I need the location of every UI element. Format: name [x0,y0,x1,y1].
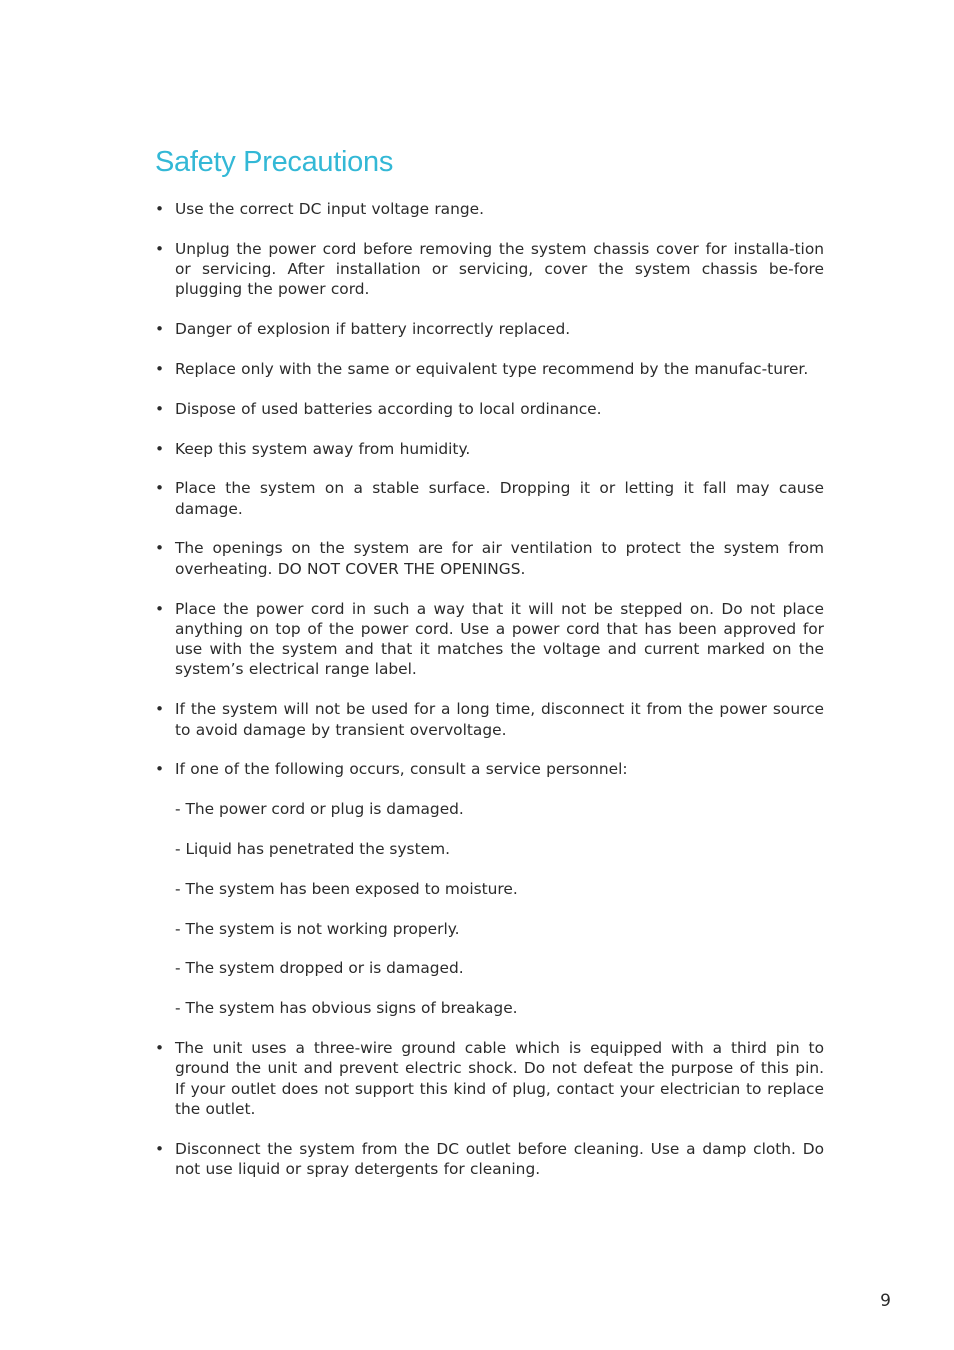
bullet-icon: • [155,239,165,258]
bullet-icon: • [155,1139,165,1158]
list-item [155,399,824,419]
sub-list-item: - Liquid has penetrated the system. [175,839,450,858]
bullet-icon: • [155,539,165,558]
list-item-text: The unit uses a three-wire ground cable which is equipped with a third pin to ground the unit and prevent electric shock. Do not defeat the purpose of this pin. If your outlet does not support this kind of plug, contact your electrician to replace the outlet. [175,1038,824,1118]
list-item [155,538,824,579]
bullet-icon: • [155,439,165,458]
page-title: Safety Precautions [155,146,394,178]
bullet-icon: • [155,760,165,779]
list-item [155,759,824,779]
list-item-text: Place the power cord in such a way that it will not be stepped on. Do not place anything on top of the power cord. Use a power cord that has been approved for use with the system and that it matches the voltage and current marked on the system’s electrical range label. [175,599,824,679]
list-item-text: Dispose of used batteries according to local ordinance. [175,399,602,418]
list-item [155,478,824,519]
list-item [155,1139,824,1180]
sub-list-item: - The system has obvious signs of breakage. [175,999,518,1018]
bullet-icon: • [155,320,165,339]
bullet-icon: • [155,359,165,378]
safety-list [155,199,824,1199]
list-item [155,359,824,379]
list-item-text: Danger of explosion if battery incorrectly replaced. [175,320,571,339]
list-item [155,599,824,680]
list-item [155,1038,824,1119]
list-item [155,699,824,740]
list-item-text: Replace only with the same or equivalent type recommend by the manufac-turer. [175,359,809,378]
list-item-text: Use the correct DC input voltage range. [175,200,484,218]
list-item-text: The openings on the system are for air ventilation to protect the system from overheating. DO NOT COVER THE OPENINGS. [175,539,824,578]
bullet-icon: • [155,399,165,418]
list-item-text: Disconnect the system from the DC outlet before cleaning. Use a damp cloth. Do not use liquid or spray detergents for cleaning. [175,1139,824,1178]
bullet-icon: • [155,1038,165,1057]
sub-list-item: - The system has been exposed to moisture. [175,879,518,898]
list-item-text: Place the system on a stable surface. Dropping it or letting it fall may cause damage. [175,479,824,518]
list-item-text: If one of the following occurs, consult a service personnel: [175,760,628,779]
list-item [155,239,824,300]
list-item-text: Unplug the power cord before removing the system chassis cover for installa-tion or servicing. After installation or servicing, cover the system chassis be-fore plugging the power cord. [175,239,824,299]
bullet-icon: • [155,700,165,719]
page-number: 9 [880,1291,891,1311]
list-item [155,439,824,459]
list-item [155,199,824,219]
list-item-text: If the system will not be used for a long time, disconnect it from the power source to avoid damage by transient overvoltage. [175,700,824,739]
sub-list-item: - The system is not working properly. [175,919,460,938]
list-item-text: Keep this system away from humidity. [175,439,471,458]
sub-list-item: - The power cord or plug is damaged. [175,800,464,819]
bullet-icon: • [155,200,165,218]
list-item [155,319,824,339]
bullet-icon: • [155,599,165,618]
sub-list-item: - The system dropped or is damaged. [175,959,464,978]
bullet-icon: • [155,479,165,498]
